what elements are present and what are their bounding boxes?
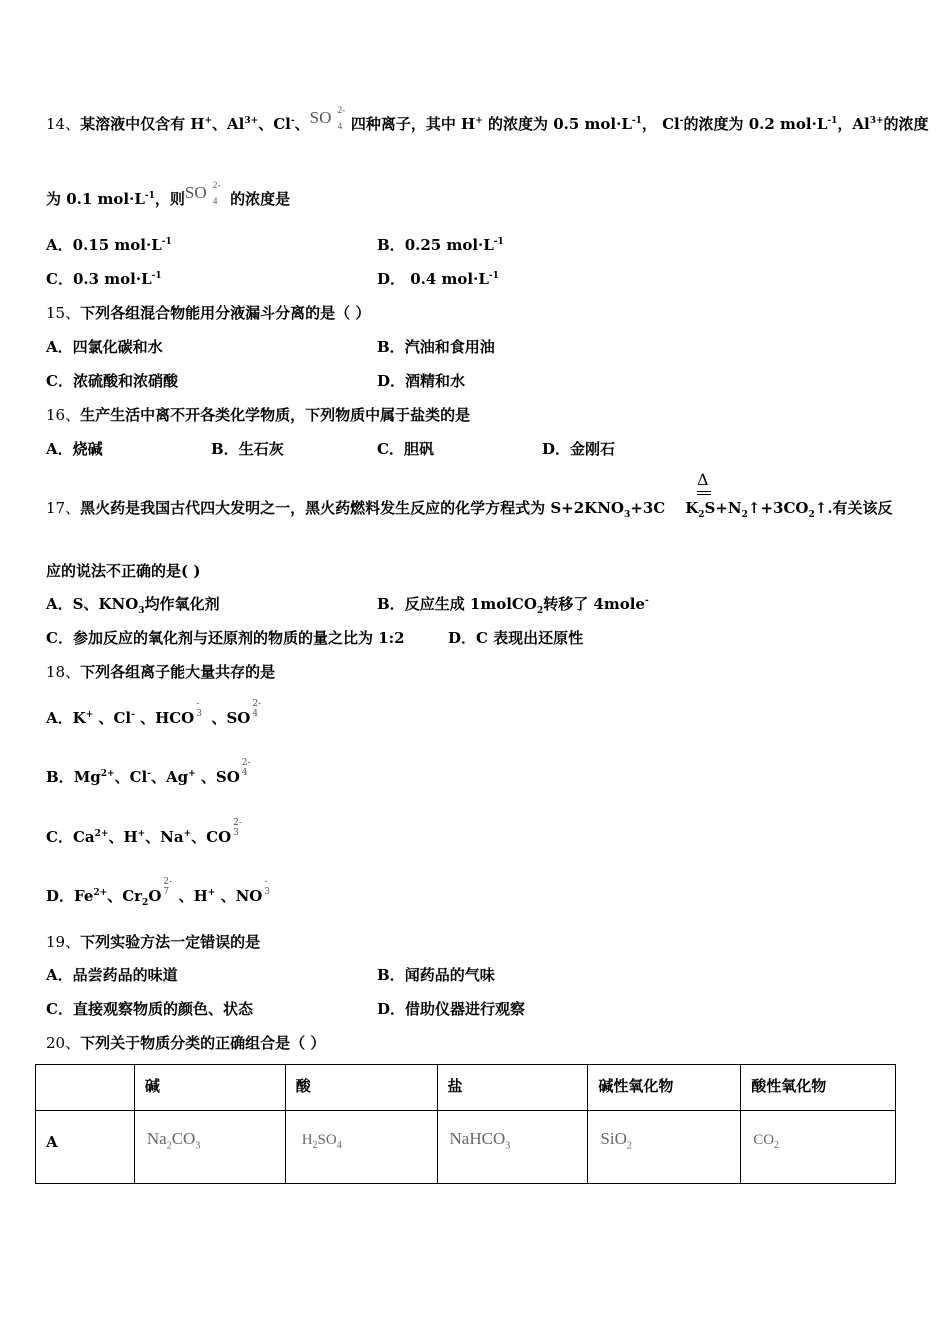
table-header-row (36, 1065, 896, 1111)
q19-option-b[interactable]: B．闻药品的气味 (377, 966, 495, 984)
q15-option-b[interactable]: B．汽油和食用油 (377, 338, 495, 356)
q17-option-a[interactable]: A．S、$KNO_3$均作氧化剂 (46, 595, 220, 616)
q14-option-c[interactable]: C．0.3 $mol\cdot L^{-1}$ (46, 270, 162, 288)
q14-option-b[interactable]: B．0.25 $mol\cdot L^{-1}$ (377, 236, 504, 254)
header-cell-base: 碱 (134, 1065, 285, 1111)
header-cell-empty (36, 1065, 135, 1111)
table-row (36, 1111, 896, 1184)
sulfate-ion-formula: SO 2- 4 (309, 105, 346, 131)
q14-option-a[interactable]: A．0.15 $mol\cdot L^{-1}$ (46, 236, 172, 254)
q19-option-a[interactable]: A．品尝药品的味道 (46, 966, 178, 984)
q15-option-d[interactable]: D．酒精和水 (377, 372, 466, 390)
q14-line1: 14、某溶液中仅含有 H+、$Al^{3+}$、Cl-、SO 2- 4 四种离子，其中 H+ 的浓度为 0.5 $mol\cdot L^{-1}$， Cl-的浓度为 0.2 $mol\cdot L^{-1}$，$Al^{3+}$的浓度 (46, 105, 929, 133)
q14-option-d[interactable]: D． 0.4 $mol\cdot L^{-1}$ (377, 270, 499, 288)
header-cell-salt: 盐 (437, 1065, 588, 1111)
q15-option-a[interactable]: A．四氯化碳和水 (46, 338, 163, 356)
q16-option-d[interactable]: D．金刚石 (542, 440, 616, 458)
classification-table (35, 1064, 896, 1184)
q18-option-d[interactable]: D．$Fe^{2+}$、$Cr_2O$ 2- 7 、H+ 、NO - 3 (46, 886, 274, 906)
q17-option-d[interactable]: D．C 表现出还原性 (448, 629, 584, 647)
cell-base: $Na_2CO_3$ (134, 1111, 285, 1184)
q19-option-c[interactable]: C．直接观察物质的颜色、状态 (46, 1000, 253, 1018)
cell-basic-oxide: SiO$_2$ (588, 1111, 741, 1184)
heating-delta-symbol: Δ (697, 472, 711, 495)
q17-line1: 17、黑火药是我国古代四大发明之一，黑火药燃料发生反应的化学方程式为 $S+2KNO_3+3C$ $K_2S+N_2↑+3CO_2↑$.有关该反 (46, 499, 893, 520)
q18-option-a[interactable]: A．K+ 、Cl- 、HCO - 3 、SO 2- 4 (46, 699, 262, 727)
q18-option-c[interactable]: C．$Ca^{2+}$、H+、Na+、CO 2- 3 (46, 818, 242, 846)
sulfate-charge: 2- 4 (241, 758, 251, 778)
nitrate-charge: - 3 (264, 877, 271, 897)
q18-stem: 18、下列各组离子能大量共存的是 (46, 663, 276, 681)
cell-acidic-oxide: $CO_2$ (741, 1111, 896, 1184)
q16-option-a[interactable]: A．烧碱 (46, 440, 103, 458)
q15-stem: 15、下列各组混合物能用分液漏斗分离的是（ ） (46, 304, 371, 322)
q16-option-b[interactable]: B．生石灰 (211, 440, 284, 458)
q18-option-b[interactable]: B．$Mg^{2+}$、Cl-、Ag+ 、SO 2- 4 (46, 758, 251, 786)
row-label: A (36, 1111, 135, 1184)
q17-option-c[interactable]: C．参加反应的氧化剂与还原剂的物质的量之比为 1:2 (46, 629, 405, 647)
cell-acid: $H_2SO_4$ (285, 1111, 437, 1184)
q17-line2: 应的说法不正确的是( ) (46, 562, 201, 580)
header-cell-basic-oxide: 碱性氧化物 (588, 1065, 741, 1111)
q16-stem: 16、生产生活中离不开各类化学物质，下列物质中属于盐类的是 (46, 406, 471, 424)
sulfate-ion-formula: SO 2- 4 (184, 180, 221, 206)
q19-stem: 19、下列实验方法一定错误的是 (46, 933, 261, 951)
q16-option-c[interactable]: C．胆矾 (377, 440, 434, 458)
q17-option-b[interactable]: B．反应生成 1molCO$_2$转移了 4mole- (377, 595, 649, 616)
carbonate-charge: 2- 3 (233, 818, 242, 838)
header-cell-acid: 酸 (285, 1065, 437, 1111)
q20-stem: 20、下列关于物质分类的正确组合是（ ） (46, 1034, 326, 1052)
q14-line2: 为 0.1 $mol\cdot L^{-1}$，则SO 2- 4 的浓度是 (46, 180, 291, 208)
sulfate-charge: 2- 4 (252, 699, 262, 719)
q14-number: 14、 (46, 115, 81, 133)
q15-option-c[interactable]: C．浓硫酸和浓硝酸 (46, 372, 178, 390)
header-cell-acidic-oxide: 酸性氧化物 (741, 1065, 896, 1111)
q19-option-d[interactable]: D．借助仪器进行观察 (377, 1000, 526, 1018)
dichromate-charge: 2- 7 (163, 877, 173, 897)
bicarbonate-charge: - 3 (196, 699, 202, 719)
cell-salt: NaHCO$_3$ (437, 1111, 588, 1184)
